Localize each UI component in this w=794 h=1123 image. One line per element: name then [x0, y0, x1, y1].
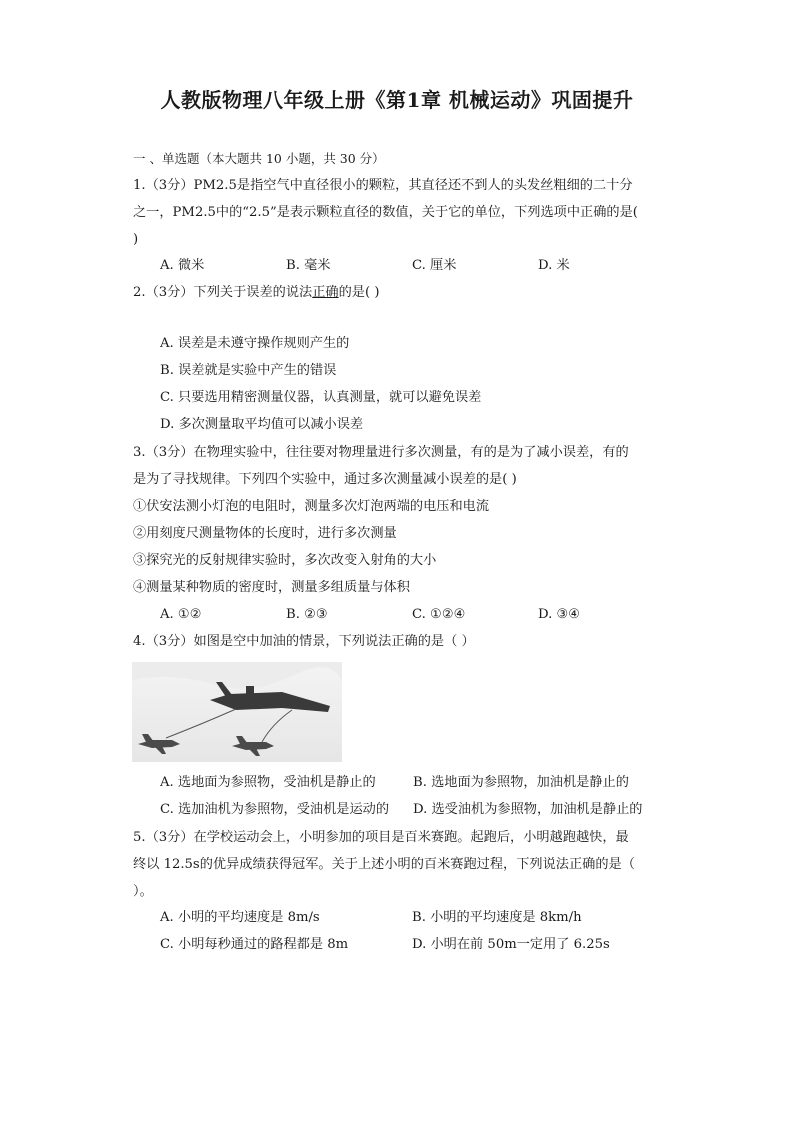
- q3-item-3: ③探究光的反射规律实验时，多次改变入射角的大小: [133, 553, 437, 568]
- q1-text-line2: 之一，PM2.5中的“2.5”是表示颗粒直径的数值，关于它的单位，下列选项中正确的是(: [133, 205, 638, 220]
- q4-text-line1: 4.（3分）如图是空中加油的情景，下列说法正确的是（ ）: [133, 634, 475, 649]
- q2-option-a[interactable]: A. 误差是未遵守操作规则产生的: [160, 336, 350, 351]
- q1-option-a[interactable]: A. 微米: [160, 258, 205, 273]
- q1-option-b[interactable]: B. 毫米: [286, 258, 331, 273]
- q3-option-d[interactable]: D. ③④: [538, 607, 581, 622]
- q2-text-prefix: 2.（3分）下列关于误差的说法: [133, 285, 313, 300]
- q4-option-b[interactable]: B. 选地面为参照物，加油机是静止的: [413, 775, 629, 790]
- q3-item-4: ④测量某种物质的密度时，测量多组质量与体积: [133, 580, 410, 595]
- q1-option-d[interactable]: D. 米: [538, 258, 570, 273]
- q2-option-d[interactable]: D. 多次测量取平均值可以减小误差: [160, 417, 364, 432]
- q4-option-a[interactable]: A. 选地面为参照物，受油机是静止的: [160, 775, 376, 790]
- page-title: 人教版物理八年级上册《第1章 机械运动》巩固提升: [160, 88, 634, 112]
- q3-option-b[interactable]: B. ②③: [286, 607, 328, 622]
- q3-text-line1: 3.（3分）在物理实验中，往往要对物理量进行多次测量，有的是为了减小误差，有的: [133, 445, 629, 460]
- q4-option-c[interactable]: C. 选加油机为参照物，受油机是运动的: [160, 802, 390, 817]
- q3-item-1: ①伏安法测小灯泡的电阻时，测量多次灯泡两端的电压和电流: [133, 499, 490, 514]
- q1-text-line3: ): [133, 232, 139, 247]
- q2-text-suffix: 的是( ): [338, 285, 380, 300]
- q3-text-line2: 是为了寻找规律。下列四个实验中，通过多次测量减小误差的是( ): [133, 472, 517, 487]
- q5-option-b[interactable]: B. 小明的平均速度是 8km/h: [412, 910, 582, 925]
- q2-option-b[interactable]: B. 误差就是实验中产生的错误: [160, 363, 337, 378]
- q5-text-line1: 5.（3分）在学校运动会上，小明参加的项目是百米赛跑。起跑后，小明越跑越快，最: [133, 830, 629, 845]
- q5-option-c[interactable]: C. 小明每秒通过的路程都是 8m: [160, 937, 349, 952]
- q5-option-a[interactable]: A. 小明的平均速度是 8m/s: [160, 910, 320, 925]
- q3-option-c[interactable]: C. ①②④: [412, 607, 466, 622]
- q1-option-c[interactable]: C. 厘米: [412, 258, 457, 273]
- q2-option-c[interactable]: C. 只要选用精密测量仪器，认真测量，就可以避免误差: [160, 390, 482, 405]
- aerial-refueling-figure: [132, 662, 342, 762]
- q3-item-2: ②用刻度尺测量物体的长度时，进行多次测量: [133, 526, 397, 541]
- q3-option-a[interactable]: A. ①②: [160, 607, 202, 622]
- q2-text-emphasis: 正确: [312, 285, 339, 300]
- q5-option-d[interactable]: D. 小明在前 50m一定用了 6.25s: [412, 937, 610, 952]
- q5-text-line2: 终以 12.5s的优异成绩获得冠军。关于上述小明的百米赛跑过程，下列说法正确的是（: [133, 857, 635, 872]
- q1-text-line1: 1.（3分）PM2.5是指空气中直径很小的颗粒，其直径还不到人的头发丝粗细的二十分: [133, 178, 633, 193]
- q5-text-line3: ）。: [133, 884, 153, 899]
- q2-text: [133, 284, 379, 302]
- section-heading: 一 、单选题（本大题共 10 小题，共 30 分）: [133, 151, 385, 166]
- q4-option-d[interactable]: D. 选受油机为参照物，加油机是静止的: [413, 802, 643, 817]
